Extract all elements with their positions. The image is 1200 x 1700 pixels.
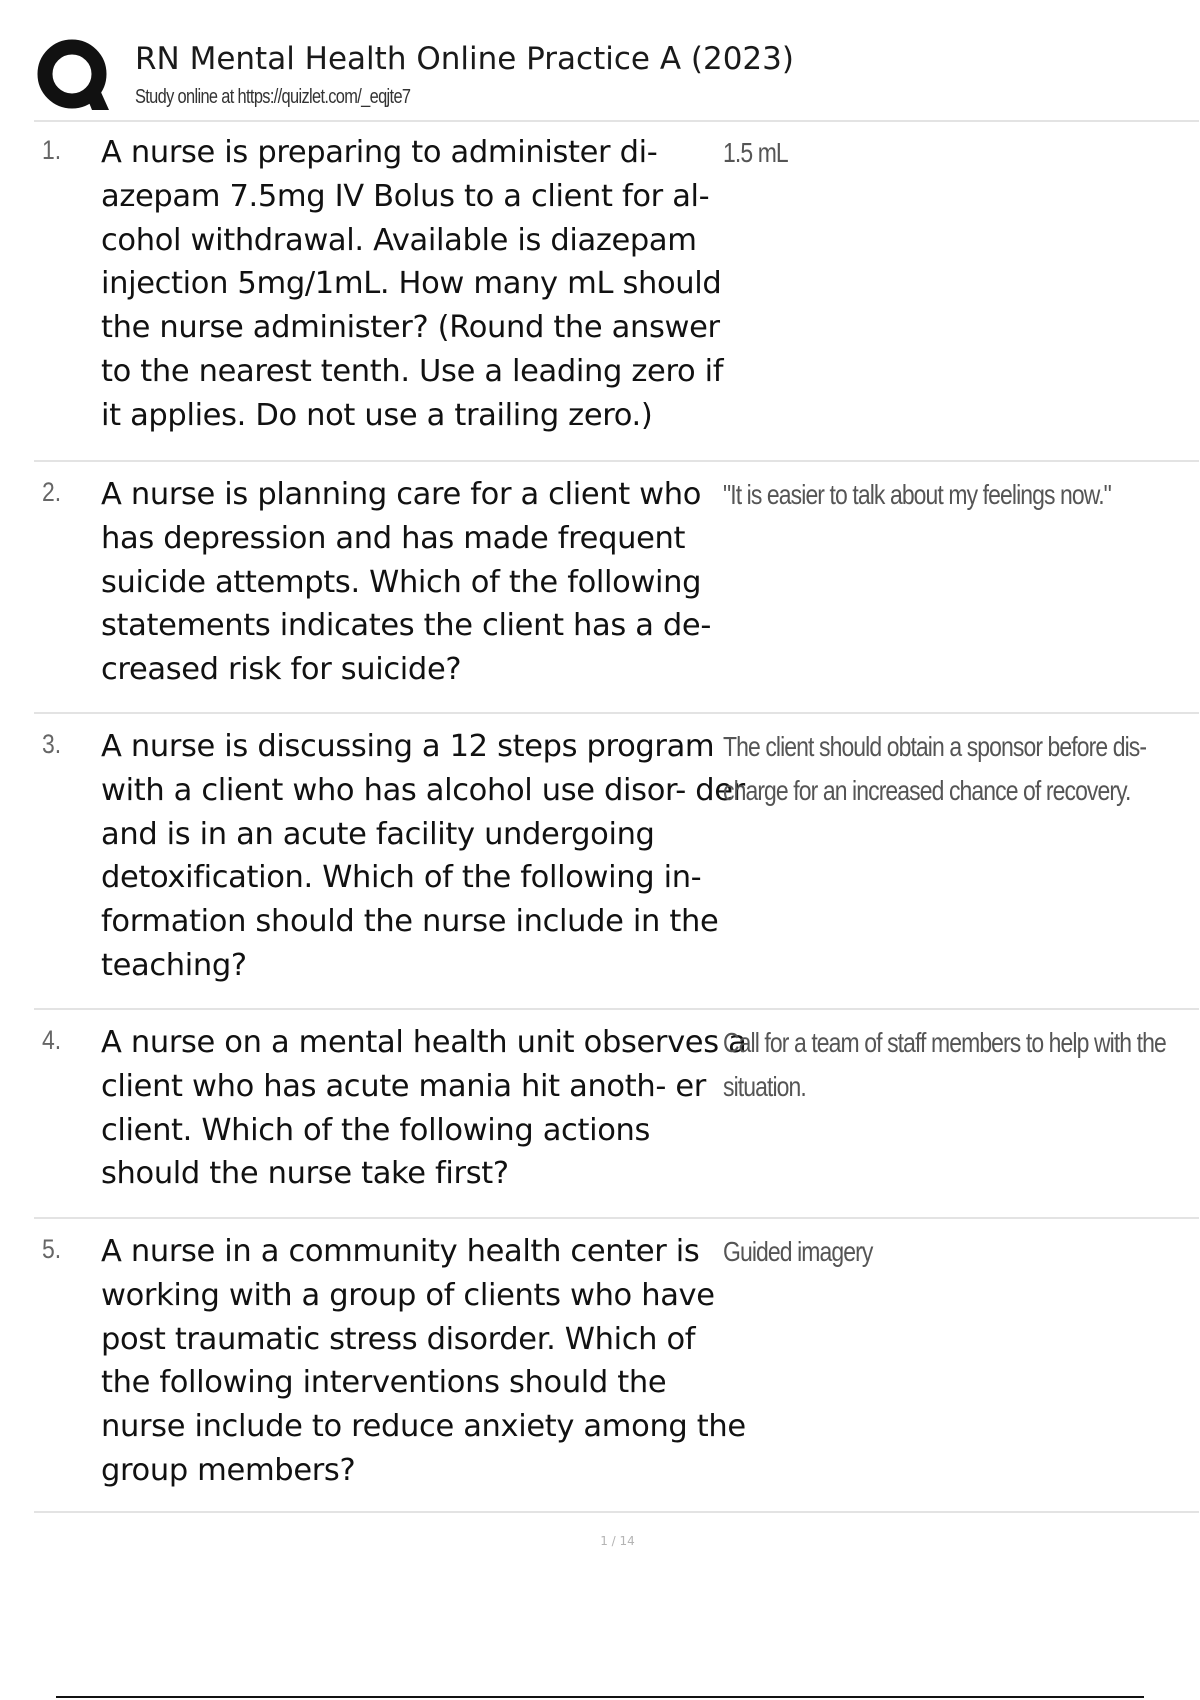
item-answer: The client should obtain a sponsor before dis- charge for an increased chance of recovery.: [723, 731, 1147, 806]
item-number: 1.: [42, 135, 62, 165]
item-question: A nurse is preparing to administer di- azepam 7.5mg IV Bolus to a client for al- cohol withdrawal. Available is diazepam injection 5mg/1mL. How many mL should the nurse administer? (Round the answer to the nearest tenth. Use a leading zero if it applies. Do not use a trailing zero.): [101, 135, 724, 433]
list-item: [34, 462, 1199, 714]
item-question: A nurse is discussing a 12 steps program with a client who has alcohol use disor- der and is in an acute facility undergoing detoxification. Which of the following in- formation should the nurse include in the teaching?: [101, 729, 745, 983]
item-answer: Guided imagery: [723, 1236, 873, 1267]
page-title: RN Mental Health Online Practice A (2023): [135, 41, 794, 77]
quizlet-logo-icon: [34, 36, 114, 116]
item-question: A nurse in a community health center is working with a group of clients who have post traumatic stress disorder. Which of the following interventions should the nurse include to reduce anxiety among the group members?: [101, 1234, 746, 1488]
item-question: A nurse on a mental health unit observes a client who has acute mania hit anoth- er client. Which of the following actions should the nurse take first?: [101, 1025, 747, 1192]
item-number: 2.: [42, 477, 62, 507]
item-number: 5.: [42, 1234, 62, 1264]
item-answer: "It is easier to talk about my feelings now.": [723, 479, 1111, 510]
item-question: A nurse is planning care for a client who has depression and has made frequent suicide attempts. Which of the following statements indicates the client has a de- creased risk for suicide?: [101, 477, 712, 688]
item-number: 3.: [42, 729, 62, 759]
list-item: [34, 714, 1199, 1010]
document-header: [34, 30, 1199, 122]
list-item: [34, 1219, 1199, 1513]
page-number: 1 / 14: [600, 1534, 635, 1548]
list-item: [34, 122, 1199, 462]
question-answer-list: [34, 122, 1199, 1513]
page-bottom-divider: [56, 1696, 1144, 1698]
item-number: 4.: [42, 1025, 62, 1055]
item-answer: Call for a team of staff members to help with the situation.: [723, 1027, 1166, 1102]
item-answer: 1.5 mL: [723, 137, 788, 168]
study-online-link[interactable]: Study online at https://quizlet.com/_eqjte7: [135, 86, 411, 108]
list-item: [34, 1010, 1199, 1219]
